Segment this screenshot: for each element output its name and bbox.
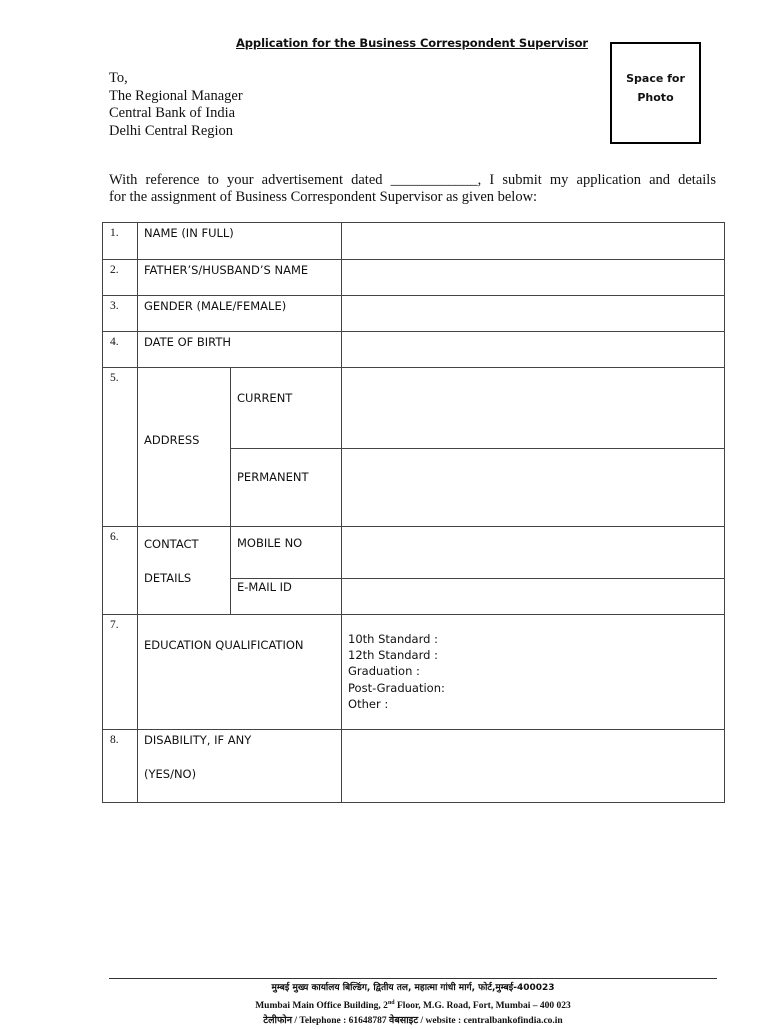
footer-hindi-address: मुम्बई मुख्य कार्यालय बिल्डिंग, द्वितीय तल, महात्मा गांधी मार्ग, फोर्ट,मुम्बई-400023 — [271, 983, 555, 993]
intro-word: advertisement — [261, 172, 343, 188]
intro-word: submit — [502, 172, 542, 188]
disability-label-line1: DISABILITY, IF ANY — [144, 733, 252, 747]
education-item: 10th Standard : — [348, 632, 438, 646]
table-row — [103, 730, 725, 803]
row-number: 6. — [103, 527, 138, 615]
recipient-line2: Central Bank of India — [109, 105, 236, 121]
intro-word: application — [576, 172, 641, 188]
table-row — [103, 223, 725, 260]
permanent-address-label: PERMANENT — [231, 449, 342, 527]
row-number: 5. — [103, 368, 138, 527]
row-number: 7. — [103, 615, 138, 730]
table-row — [103, 332, 725, 368]
education-item: Post-Graduation: — [348, 680, 445, 695]
footer-contact-line: टेलीफोन / Telephone : 61648787 वेबसाइट / website : centralbankofindia.co.in — [263, 1016, 563, 1027]
intro-word: details — [678, 172, 716, 188]
father-husband-name-label: FATHER’S/HUSBAND’S NAME — [138, 260, 342, 296]
recipient-line1: The Regional Manager — [109, 87, 243, 104]
table-row — [103, 260, 725, 296]
photo-label-line1: Space for — [626, 72, 685, 85]
application-form-table — [102, 222, 725, 803]
table-row — [103, 296, 725, 332]
disability-label — [138, 730, 342, 803]
photo-placeholder-box — [610, 42, 701, 144]
education-item: Graduation : — [348, 664, 420, 679]
table-row — [103, 368, 725, 449]
education-qualification-label: EDUCATION QUALIFICATION — [138, 615, 342, 730]
intro-word: my — [549, 172, 569, 188]
education-item: Other : — [348, 696, 389, 711]
intro-word: to — [207, 172, 219, 188]
address-label — [138, 368, 231, 527]
intro-word: With — [109, 172, 138, 188]
footer-english-address — [110, 996, 716, 1014]
email-id-field[interactable] — [342, 579, 725, 615]
mobile-no-label: MOBILE NO — [231, 527, 342, 579]
father-husband-name-field[interactable] — [342, 260, 725, 296]
name-label: NAME (IN FULL) — [138, 223, 342, 260]
education-item: 12th Standard : — [348, 648, 438, 663]
permanent-address-field[interactable] — [342, 449, 725, 527]
intro-paragraph — [109, 172, 716, 206]
email-id-label: E-MAIL ID — [231, 579, 342, 615]
date-of-birth-field[interactable] — [342, 332, 725, 368]
disability-label-line2: (YES/NO) — [144, 767, 197, 781]
footer — [110, 981, 716, 1029]
current-address-label: CURRENT — [231, 368, 342, 449]
education-qualification-field[interactable] — [342, 615, 725, 730]
contact-label-line1: CONTACT — [144, 537, 199, 551]
address-label-text: ADDRESS — [144, 433, 200, 447]
table-row — [103, 615, 725, 730]
row-number: 3. — [103, 296, 138, 332]
recipient-address — [109, 70, 243, 140]
intro-word: your — [226, 172, 254, 188]
intro-word: and — [649, 172, 671, 188]
row-number: 1. — [103, 223, 138, 260]
footer-address-part1: Mumbai Main Office Building, 2 — [255, 1001, 388, 1012]
intro-word: I — [489, 172, 495, 188]
intro-line2: for the assignment of Business Correspondent Supervisor as given below: — [109, 189, 538, 205]
gender-field[interactable] — [342, 296, 725, 332]
recipient-to: To, — [109, 70, 128, 86]
table-row — [103, 527, 725, 579]
disability-field[interactable] — [342, 730, 725, 803]
gender-label: GENDER (MALE/FEMALE) — [138, 296, 342, 332]
intro-word: dated — [351, 172, 383, 188]
current-address-field[interactable] — [342, 368, 725, 449]
footer-address-superscript: nd — [387, 1000, 395, 1006]
advertisement-date-blank[interactable]: ____________, — [390, 172, 482, 188]
contact-label-line2: DETAILS — [144, 571, 192, 585]
name-field[interactable] — [342, 223, 725, 260]
contact-details-label — [138, 527, 231, 615]
intro-word: reference — [145, 172, 200, 188]
photo-label-line2: Photo — [637, 91, 674, 104]
footer-address-part2: Floor, M.G. Road, Fort, Mumbai – 400 023 — [394, 1001, 571, 1012]
recipient-line3: Delhi Central Region — [109, 122, 234, 139]
row-number: 8. — [103, 730, 138, 803]
intro-line1 — [109, 172, 716, 189]
footer-divider — [109, 978, 717, 979]
mobile-no-field[interactable] — [342, 527, 725, 579]
date-of-birth-label: DATE OF BIRTH — [138, 332, 342, 368]
form-title: Application for the Business Correspondent Supervisor — [236, 36, 588, 50]
row-number: 4. — [103, 332, 138, 368]
row-number: 2. — [103, 260, 138, 296]
